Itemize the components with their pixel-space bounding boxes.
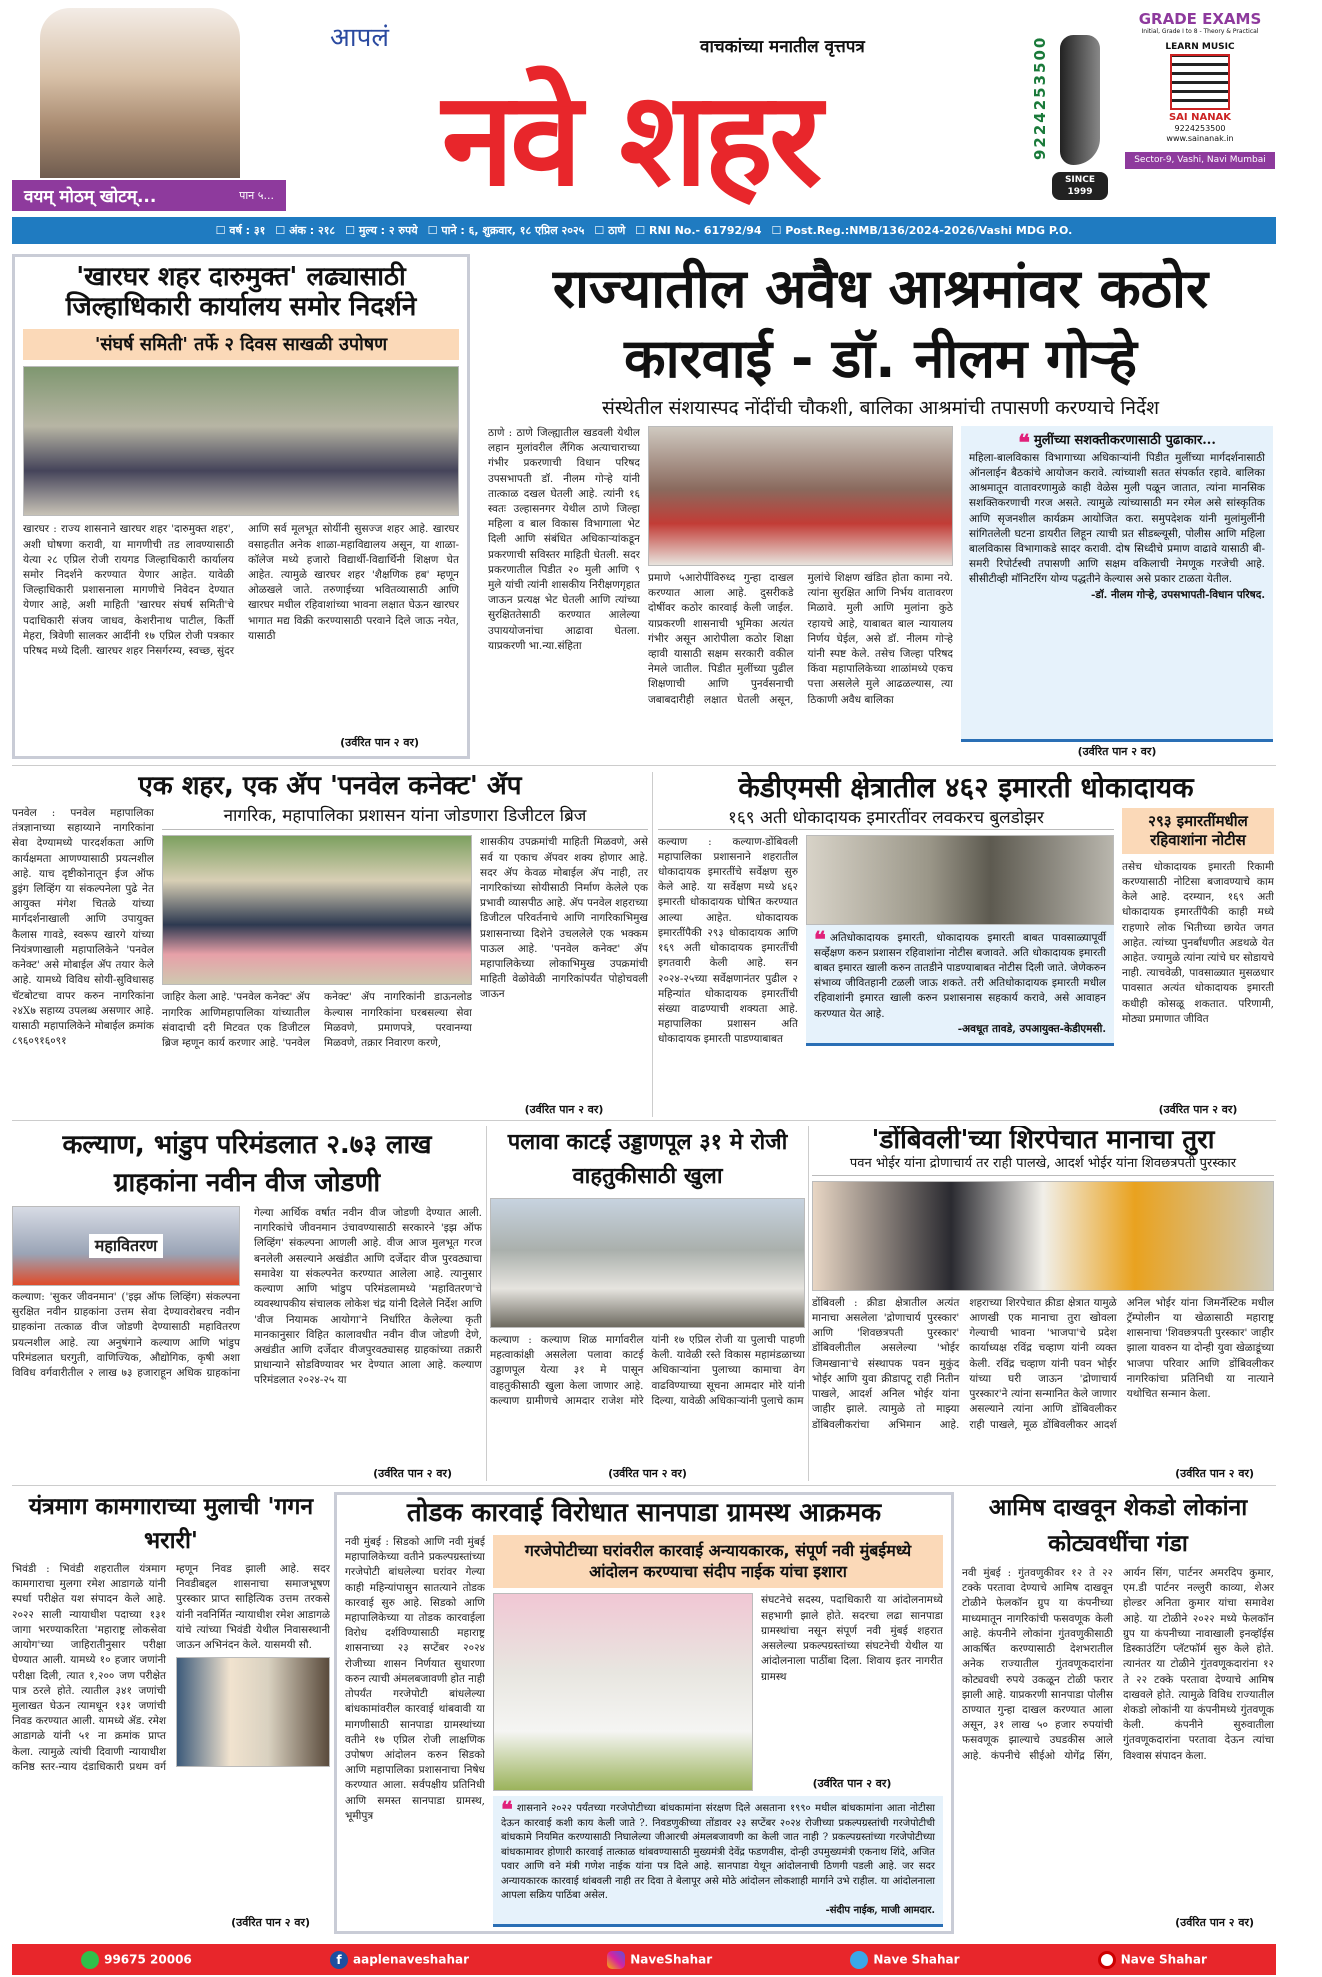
logo-prefix: आपलं: [330, 23, 389, 53]
story-investment-fraud: [962, 1490, 1274, 1930]
info-city: ☐ ठाणे: [594, 224, 626, 237]
ad-grade: GRADE EXAMS: [1138, 10, 1262, 28]
info-pages-date: ☐ पाने : ६, शुक्रवार, १८ एप्रिल २०२५: [427, 224, 585, 237]
story-body-container: [12, 1562, 330, 1913]
continued-link[interactable]: (उर्वरित पान २ वर): [524, 1103, 604, 1116]
award-felicitation-photo: [812, 1181, 1274, 1291]
social-footer: [12, 1944, 1276, 1975]
story-body: खारघर : राज्य शासनाने खारघर शहर 'दारुमुक्त शहर', अशी घोषणा करावी, या मागणीची तड लावण्यासाठी येत्या २८ एप्रिल रोजी रायगड जिल्हाधिकारी कार्यालय समोर निदर्शने करण्यात येणार आहेत. यावेळी जिल्हाधिकारी प्रशासनाला मागणीचे निवेदन देण्यात येणार आहे, अशी माहिती 'खारघर संघर्ष समिती'चे पदाधिकारी संजय जाधव, केशरीनाथ पाटील, किर्ती मेहरा, त्रिवेणी सालकर आदींनी १७ एप्रिल रोजी पत्रकार परिषद मध्ये दिली. खारघर शहर निसर्गरम्य, स्वच्छ, सुंदर आणि सर्व मूलभूत सोयींनी सुसज्ज शहर आहे. खारघर वसाहतीत अनेक शाळा-महाविद्यालय असून, या शाळा-कॉलेज मध्ये हजारो विद्यार्थी-विद्यार्थिनी शिक्षण घेत आहेत. त्यामुळे खारघर शहर 'शैक्षणिक हब' म्हणून ओळखले जाते. तरुणाईच्या भवितव्यासाठी आणि खारघर मधील रहिवाशांच्या भावना लक्षात घेऊन खारघर भागात मद्य विक्री करण्यासाठी परवाने दिले जाऊ नयेत, यासाठी: [23, 523, 459, 658]
continued-link[interactable]: (उर्वरित पान २ वर): [231, 1916, 310, 1929]
continued-link[interactable]: (उर्वरित पान २ वर): [1175, 1916, 1254, 1929]
panvel-connect-photo: [162, 835, 472, 985]
divider: [808, 1126, 809, 1481]
continued-link[interactable]: (उर्वरित पान २ वर): [1175, 1467, 1254, 1480]
headline[interactable]: 'डोंबिवली'च्या शिरपेचात मानाचा तुरा: [871, 1126, 1215, 1155]
story-body: भिवंडी : भिवंडी शहरातील यंत्रमाग कामगाराचा मुलगा रमेश आडागळे यांनी स्पर्धा परीक्षेत यश संपादन केले आहे. २०२२ साली न्यायाधीश पदाच्या १३१ जागा भरण्याकरिता 'महाराष्ट्र लोकसेवा आयोग'च्या जाहिरातीनुसार परीक्षा घेण्यात आली. यामध्ये १० हजार जणांनी परीक्षा दिली, त्यात १,२०० जण परीक्षेत पात्र ठरले होते. त्यातील ३४१ जणांची मुलाखत घेऊन त्यामधून १३१ जणांची निवड करण्यात आली. यामध्ये ॲड. रमेश आडागळे यांनी ५१ ना क्रमांक प्राप्त केला. त्यामुळे त्यांची दिवाणी न्यायाधीश कनिष्ठ स्तर-न्याय दंडाधिकारी प्रथम वर्ग म्हणून निवड झाली आहे. सदर निवडीबद्दल शासनाचा समाजभूषण पुरस्कार प्राप्त साहित्यिक उत्तम तरकसे यांनी नवनिर्मित न्यायाधीश रमेश आडागळे यांचे त्यांच्या भिवंडी येथील निवासस्थानी जाऊन अभिनंदन केले. यासमयी सौ.: [12, 1563, 330, 1773]
info-bar: [12, 217, 1276, 244]
story-body-left: ठाणे : ठाणे जिल्ह्यातील खडवली येथील लहान मुलांवरील लैंगिक अत्याचाराच्या गंभीर प्रकरणाची विधान परिषद उपसभापती डॉ. नीलम गोऱ्हे यांनी तात्काळ दखल घेतली आहे. त्यांनी १६ स्वतः उल्हासनगर येथील ठाणे जिल्हा महिला व बाल विकास विभागाला भेट दिली आणि संबंधित अधिकाऱ्यांकडून प्रकरणाची सविस्तर माहिती घेतली. सदर प्रकरणातील पिडीत २० मुली आणि ९ मुले यांची त्यांनी शासकीय निरीक्षणगृहात जाऊन प्रत्यक्ष भेट घेतली आणि त्यांच्या सुरक्षिततेसाठी करण्यात आलेल्या उपाययोजनांचा आढावा घेतला. याप्रकरणी भा.न्या.संहिता: [488, 426, 640, 652]
story-body: कल्याण: 'सुकर जीवनमान' ('इझ ऑफ लिव्हिंग) संकल्पना सुरक्षित नवीन ग्राहकांना उत्तम सेवा देण्यावरोबरच नवीन ग्राहकांना तत्काळ वीज जोडणी देण्यासाठी महावितरण प्रयत्नशील आहे. त्या अनुषंगाने कल्याण आणि भांडुप परिमंडलात घरगुती, वाणिज्यिक, औद्योगिक, कृषी अशा विविध वर्गवारीतील २ लाख ७३ हजाराहून अधिक ग्राहकांना गेल्या आर्थिक वर्षात नवीन वीज जोडणी देण्यात आली. नागरिकांचे जीवनमान उंचावण्यासाठी सरकारने 'इझ ऑफ लिव्हिंग' संकल्पना आणली आहे. वीज आज मुलभूत गरज बनलेली असल्याने अखंडीत आणि दर्जेदार वीज पुरवठ्याचा समावेश या संकल्पनेत करण्यात आलेला आहे. त्यानुसार कल्याण आणि भांडुप परिमंडलामध्ये 'महावितरण'चे व्यवस्थापकीय संचालक लोकेश चंद्र यांनी दिलेले निर्देश आणि 'वीज नियामक आयोगा'ने निर्धारित केलेल्या कृती मानकानुसार विहित कालावधीत नवीन वीज जोडणी देणे, अखंडीत आणि दर्जेदार वीजपुरवठ्यासह ग्राहकांच्या तक्रारी प्राधान्याने सोडविण्यावर भर देण्यात आला आहे. कल्याण परिमंडलात २०२४-२५ या: [12, 1207, 482, 1387]
quote-icon: ❝: [814, 926, 826, 953]
story-body: कल्याण : कल्याण शिळ मार्गावरील महत्वाकांक्षी असलेला पलावा काटई उड्डाणपूल येत्या ३१ मे पासून वाहतुकीसाठी खुला केला जाणार आहे. कल्याण ग्रामीणचे आमदार राजेश मोरे यांनी १७ एप्रिल रोजी या पुलाची पाहणी केली. यावेळी रस्ते विकास महामंडळाच्या अधिकाऱ्यांना पुलाच्या कामाचा वेग वाढविण्याच्या सूचना आमदार मोरे यांनी दिल्या, यावेळी अधिकाऱ्यांनी पुलाचे काम: [490, 1334, 805, 1407]
story-yantramag: [12, 1490, 330, 1930]
subhead: 'संघर्ष समिती' तर्फे २ दिवस साखळी उपोषण: [23, 329, 459, 361]
ad-web: www.sainanak.in: [1166, 134, 1234, 143]
subhead: नागरिक, महापालिका प्रशासन यांना जोडणारा डिजीटल ब्रिज: [162, 806, 648, 830]
quote-signature: -डॉ. नीलम गोऱ्हे, उपसभापती-विधान परिषद.: [1090, 588, 1265, 601]
mahavitaran-logo: महावितरण: [89, 1234, 163, 1258]
instagram-icon: [607, 1951, 625, 1969]
headline[interactable]: कल्याण, भांडुप परिमंडलात २.७३ लाख ग्राहकांना नवीन वीज जोडणी: [62, 1130, 432, 1198]
headline[interactable]: राज्यातील अवैध आश्रमांवर कठोर कारवाई - डॉ. नीलम गोऱ्हे: [552, 257, 1209, 390]
quote-title: ❝ मुलींच्या सशक्तीकरणासाठी पुढाकार...: [1018, 429, 1216, 456]
story-body-mid: जाहिर केला आहे. 'पनवेल कनेक्ट' ॲप नागरिक आणिमहापालिका यांच्यातील संवादाची दरी मिटवत एक डिजीटल ब्रिज म्हणून कार्य करणार आहे. 'पनवेल कनेक्ट' ॲप नागरिकांनी डाऊनलोड केल्यास नागरिकांना घरबसल्या सेवा मिळवणे, प्रमाणपत्रे, परवानग्या मिळवणे, तक्रार निवारण करणे,: [162, 991, 472, 1049]
subhead: पवन भोईर यांना द्रोणाचार्य तर राही पालखे, आदर्श भोईर यांना शिवछत्रपती पुरस्कार: [812, 1156, 1274, 1176]
headline[interactable]: तोडक कारवाई विरोधात सानपाडा ग्रामस्थ आक्रमक: [406, 1498, 882, 1528]
story-lead: [488, 254, 1273, 759]
divider: [12, 1485, 1276, 1486]
headline[interactable]: आमिष दाखवून शेकडो लोकांना कोट्यवधींचा गंडा: [988, 1495, 1248, 1557]
story-kharghar: [12, 254, 470, 759]
flyover-inspection-photo: [490, 1198, 805, 1328]
ad-whatsapp: 9224253500: [1174, 124, 1226, 133]
promo-text: वयम् मोठम् खोटम्...: [24, 187, 157, 207]
subhead: १६९ अती धोकादायक इमारतींवर लवकरच बुलडोझर: [658, 808, 1114, 829]
mahavitaran-tower-photo: [12, 1206, 240, 1286]
story-body-left: नवी मुंबई : सिडको आणि नवी मुंबई महापालिकेच्या वतीने प्रकल्पग्रस्तांच्या गरजेपोटी बांधलेल्या घरांवर गेल्या काही महिन्यांपासुन सातत्याने तोडक कारवाई सुरु आहे. सिडको आणि महापालिकेच्या या तोडक कारवाईला विरोध दर्शविण्यासाठी महाराष्ट्र शासनाच्या २३ सप्टेंबर २०२४ रोजीच्या शासन निर्णयात सुधारणा करुन त्याची अंमलबजावणी होत नाही तोपर्यंत गरजेपोटी बांधलेल्या बांधकामांवरील कारवाई थांबवावी या मागणीसाठी सानपाडा ग्रामस्थांच्या वतीने १७ एप्रिल रोजी लाक्षणिक उपोषण आंदोलन करुन सिडको आणि महापालिका प्रशासनाचा निषेध करण्यात आला. सर्वपक्षीय प्रतिनिधी आणि समस्त सानपाडा ग्रामस्थ, भूमीपुत्र: [345, 1535, 485, 1822]
ad-location: Sector-9, Vashi, Navi Mumbai: [1125, 152, 1275, 169]
story-body: डोंबिवली : क्रीडा क्षेत्रातील अत्यंत मानाचा असलेला 'द्रोणाचार्य पुरस्कार' आणि 'शिवछत्रपती पुरस्कार' डोंबिवलीतील असलेल्या 'भोईर जिमखाना'चे संस्थापक पवन मुकुंद भोईर आणि युवा क्रीडापटू राही नितीन पाखले, आदर्श अनिल भोईर यांना जाहीर झाले. त्यामुळे तो माझ्या डोंबिवलीकरांचा अभिमान आहे. शहराच्या शिरपेचात क्रीडा क्षेत्रात यामुळे आणखी एक मानाचा तुरा खोवला गेल्याची भावना 'भाजपा'चे प्रदेश कार्याध्यक्ष रविंद्र चव्हाण यांनी व्यक्त केली. रविंद्र चव्हाण यांनी पवन भोईर यांच्या घरी जाऊन 'द्रोणाचार्य पुरस्कार'ने त्यांना सन्मानित केले जाणार असल्याने त्यांना आणि डोंबिवलीकर राही पाखले, मूळ डोंबिवलीकर आदर्श अनिल भोईर यांना जिमनॅस्टिक मधील ट्रॅम्पोलीन या खेळासाठी महाराष्ट्र शासनाचा 'शिवछत्रपती पुरस्कार' जाहीर झाला यावरुन या दोन्ही युवा खेळाडूंच्या भाजपा परिवार आणि डोंबिवलीकर नागरिकांचा प्रतिनिधी या नात्याने यथोचित सन्मान केला.: [812, 1296, 1274, 1431]
ad-phone: 9224253500: [1031, 35, 1049, 160]
story-sanpada: [334, 1492, 954, 1934]
continued-link[interactable]: (उर्वरित पान २ वर): [608, 1467, 687, 1480]
piano-graphic: [1170, 54, 1230, 110]
story-body-left: पनवेल : पनवेल महापालिका तंत्रज्ञानाच्या सहाय्याने नागरिकांना सेवा देण्यामध्ये पारदर्शकता आणि कार्यक्षमता आणण्यासाठी प्रयत्नशील आहे. याच दृष्टीकोनातून ईज ऑफ डुइंग लिव्हिंग या संकल्पनेला पुढे नेत आयुक्त मंगेश चितळे यांच्या मार्गदर्शनाखाली आणि उपायुक्त कैलास गावडे, स्वरूप खारगे यांच्या नियंत्रणाखाली महापालिकेने 'पनवेल कनेक्ट' असे मोबाईल ॲप तयार केले आहे. यामध्ये विविध सोयी-सुविधासह चॅटबोटचा वापर करुन नागरिकांना २४X७ सहाय्य उपलब्ध असणार आहे. यासाठी महापालिकेने मोबाईल क्रमांक ८९६०९१६०९१: [12, 806, 154, 1048]
ad-learn: LEARN MUSIC: [1165, 42, 1235, 52]
footer-twitter[interactable]: Nave Shahar: [850, 1951, 959, 1969]
info-price: ☐ मुल्य : २ रुपये: [345, 224, 418, 237]
dilapidated-building-photo: [806, 835, 1114, 925]
story-body-right: प्रमाणे ५आरोपींविरुध्द गुन्हा दाखल करण्यात आला आहे. दुसरीकडे दोषींवर कठोर कारवाई केली जाईल. याप्रकरणी शासनाची भूमिका अत्यंत गंभीर असून आरोपीला कठोर शिक्षा व्हावी यासाठी सक्षम सरकारी वकील नेमले जातील. पिडीत मुलींच्या पुढील शिक्षणाची आणि पुनर्वसनाची जबाबदारीही लक्षात घेतली असून, मुलांचे शिक्षण खंडित होता कामा नये. त्यांना सुरक्षित आणि निर्भय वातावरण मिळावे. मुली आणि मुलांना कुठे रहायचे आहे, याबाबत बाल न्यायालय निर्णय घेईल, असे डॉ. नीलम गोऱ्हे यांनी स्पष्ट केले. तसेच जिल्हा परिषद किंवा महापालिकेच्या शाळांमध्ये एकच पत्ता असलेले मुले आढळल्यास, त्या ठिकाणी अवैध बालिका: [648, 571, 953, 706]
continued-link[interactable]: (उर्वरित पान २ वर): [1158, 1103, 1238, 1116]
hunger-strike-photo: [493, 1593, 753, 1791]
promo-banner[interactable]: [12, 180, 286, 211]
ad-since: SINCE 1999: [1052, 172, 1108, 200]
footer-whatsapp[interactable]: 99675 20006: [81, 1951, 192, 1969]
protest-photo: [23, 366, 459, 516]
story-body-right: संघटनेचे सदस्य, पदाधिकारी या आंदोलनामध्ये सहभागी झाले होते. सदरचा लढा सानपाडा ग्रामस्थांचा नसून संपूर्ण नवी मुंबई शहरात असलेल्या प्रकल्पग्रस्तांच्या संघटनेची येथील या आंदोलनाला पाठींबा दिला. शिवाय इतर नागरीत ग्रामस्थ: [761, 1594, 943, 1683]
info-rni: ☐ RNI No.- 61792/94: [635, 224, 762, 237]
tagline: वाचकांच्या मनातील वृत्तपत्र: [700, 37, 865, 57]
story-body-right: तसेच धोकादायक इमारती रिकामी करण्यासाठी नोटिसा बजावण्याचे काम केले आहे. दरम्यान, १६९ अती धोकादायक इमारतींपैकी काही मध्ये राहणारे लोक भितीच्या छायेत जगत आहेत. त्यांच्या पुनर्बांधणीत अडथळे येत आहेत. ज्यामुळे त्यांना त्यांचे घर सोडायचे नाही. त्याचवेळी, पावसाळ्यात मुसळधार पावसात अत्यंत धोकादायक इमारती कधीही कोसळू शकतात. परिणामी, मोठ्या प्रमाणात जीवित: [1122, 860, 1274, 1025]
facebook-icon: f: [330, 1951, 348, 1969]
quote-signature: -अवधूत तावडे, उपआयुक्त-केडीएमसी.: [957, 1022, 1106, 1035]
masthead: [0, 0, 1322, 215]
ad-grade-sub: Initial, Grade I to 8 - Theory & Practical: [1141, 28, 1259, 35]
judge-felicitation-photo: [176, 1657, 330, 1767]
continued-link[interactable]: (उर्वरित पान २ वर): [1077, 745, 1157, 758]
story-body-container: [12, 1206, 482, 1464]
headline[interactable]: 'खारघर शहर दारुमुक्त' लढ्यासाठी जिल्हाधिकारी कार्यालय समोर निदर्शने: [65, 262, 417, 322]
continued-link[interactable]: (उर्वरित पान २ वर): [373, 1467, 452, 1480]
story-panvel: [12, 772, 648, 1117]
continued-link[interactable]: (उर्वरित पान २ वर): [812, 1777, 892, 1790]
music-school-ad[interactable]: [1125, 10, 1275, 210]
music-note-icon: [1060, 35, 1100, 165]
footer-youtube[interactable]: Nave Shahar: [1098, 1951, 1207, 1969]
info-issue: ☐ अंक : २१८: [275, 224, 336, 237]
quote-box: [493, 1796, 943, 1927]
footer-facebook[interactable]: f aaplenaveshahar: [330, 1951, 469, 1969]
quote-text: महिला-बालविकास विभागाच्या अधिकाऱ्यांनी पिडीत मुलींच्या मार्गदर्शनासाठी ऑनलाईन बैठकांचे आयोजन करावे. त्यांच्याशी सतत संपर्कात रहावे. बालिका आश्रमातून वातावरणामुळे काही वेळेस मुली पळून जातात, त्यांना मानसिक सशक्तिकरणाची गरज असते. त्यामुळे त्यांच्यासाठी मन रमेल असे सांस्कृतिक आणि सृजनशील कार्यक्रम आयोजित करा. समुपदेशक यांनी मुलांमुलींनी सांगितलेली घटना डायरीत लिहून त्याची प्रत सीडब्ल्यूसी, पोलीस आणि महिला बालविकास विभागाकडे सादर करावी. दोष सिध्दीचे प्रमाण वाढावे यासाठी बी-समरी रिपोर्टस्ची तपासणी आणि सक्षम वकिलाची नेमणूक गरजेची आहे. सीसीटीव्ही मॉनिटरिंग योग्य पद्धतीने केल्यास असे प्रकार टाळता येतील.: [969, 451, 1265, 586]
whatsapp-icon: [81, 1951, 99, 1969]
headline[interactable]: केडीएमसी क्षेत्रातील ४६२ इमारती धोकादायक: [738, 772, 1194, 804]
story-palava-flyover: [490, 1126, 805, 1481]
divider: [652, 772, 653, 1117]
quote-box: [806, 925, 1114, 1047]
quote-text: अतिधोकादायक इमारती, धोकादायक इमारती बाबत पावसाळ्यापूर्वी सर्व्हेक्षण करुन प्रशासन रहिवाशांना नोटीस बजावते. अति धोकादायक इमारती बाबत इमारत खाली करुन तातडीने पाडण्याबाबत नोटीस दिली जाते. जेणेकरुन संभाव्य जीवितहानी टळली जाऊ शकते. तरी अतिधोकादायक इमारती मधील रहिवाशांनी इमारत खाली करुन प्रशासनास सहकार्य करावे, असे आवाहन करण्यात येत आहे.: [814, 931, 1106, 1020]
story-dombivli-awards: [812, 1126, 1274, 1481]
headline[interactable]: पलावा काटई उड्डाणपूल ३१ मे रोजी वाहतुकीसाठी खुला: [507, 1130, 788, 1189]
headline[interactable]: एक शहर, एक ॲप 'पनवेल कनेक्ट' ॲप: [138, 772, 522, 801]
continued-link[interactable]: (उर्वरित पान २ वर): [340, 736, 419, 749]
quote-text: शासनाने २०२२ पर्यंतच्या गरजेपोटीच्या बांधकामांना संरक्षण दिले असताना १९९० मधील बांधकामांना आता नोटीसा देऊन कारवाई कशी काय केली जाते ?. निवडणुकीच्या तोंडावर २३ सप्टेंबर २०२४ रोजीच्या प्रकल्पग्रस्तांची गरजेपोटीची बांधकामे नियमित करण्यासाठी निघालेल्या जीआरची अंमलबजावणी का केली जात नाही ? प्रकल्पग्रस्तांच्या गरजेपोटीच्या बांधकामावर होणारी कारवाई तात्काळ थांबवण्यासाठी मुख्यमंत्री देवेंद्र फडणवीस, दोन्ही उपमुख्यमंत्री एकनाथ शिंदे, अजित पवार आणि वने मंत्री गणेश नाईक यांना पत्र दिले आहे. सानपाडा येथून आंदोलनाची ठिणगी पडली आहे. जर सदर अन्यायकारक कारवाई थांबवली नाही तर दिवा ते बेलापूर असे मोठे आंदोलन लोकशाही मार्गाने उभे राहील. या आंदोलनाला आपला सक्रिय पाठिंबा असेल.: [501, 1803, 935, 1901]
info-year: ☐ वर्ष : ३१: [215, 224, 266, 237]
subhead: गरजेपोटीच्या घरांवरील कारवाई अन्यायकारक, संपूर्ण नवी मुंबईमध्ये आंदोलन करण्याचा संदीप नाईक यांचा इशारा: [493, 1535, 943, 1589]
info-postreg: ☐ Post.Reg.:NMB/136/2024-2026/Vashi MDG P.O.: [771, 224, 1073, 237]
divider: [12, 1120, 1276, 1121]
youtube-icon: [1098, 1951, 1116, 1969]
story-kalyan-electricity: [12, 1126, 482, 1481]
twitter-icon: [850, 1951, 868, 1969]
press-conference-photo: [648, 426, 953, 566]
divider: [486, 1126, 487, 1481]
newspaper-logo: नवे शहर: [441, 64, 819, 214]
story-body-right: शासकीय उपक्रमांची माहिती मिळवणे, असे सर्व या एकाच ॲपवर शक्य होणार आहे. सदर ॲप केवळ मोबाईल ॲप नाही, तर नागरिकांच्या सोयीसाठी निर्माण केलेले एक प्रभावी व्यासपीठ आहे. ॲप पनवेल शहराच्या डिजीटल परिवर्तनाचे आणि नागरिकाभिमुख प्रशासनाच्या दिशेने उचललेले एक भक्कम पाऊल आहे. 'पनवेल कनेक्ट' ॲप महापालिकेच्या लोकाभिमुख उपक्रमांची माहिती वेळोवेळी नागरिकांपर्यंत पोहोचवली जाऊन: [480, 836, 648, 1001]
quote-box: [961, 426, 1273, 742]
promo-page: पान ५...: [239, 189, 274, 202]
quote-icon: ❝: [501, 1797, 513, 1823]
quote-icon: ❝: [1018, 429, 1030, 456]
story-kdmc: [658, 772, 1274, 1117]
quote-signature: -संदीप नाईक, माजी आमदार.: [825, 1904, 935, 1916]
elderly-group-photo: [40, 8, 240, 178]
story-body-left: कल्याण : कल्याण-डोंबिवली महापालिका प्रशासनाने शहरातील धोकादायक इमारतींचे सर्वेक्षण सुरु केले आहे. या सर्वेक्षण मध्ये ४६२ इमारती धोकादायक घोषित करण्यात आल्या आहेत. धोकादायक इमारतींपैकी २९३ धोकादायक आणि १६९ अती धोकादायक इमारतींची इगतवारी केली आहे. सन २०२४-२५च्या सर्वेक्षणानंतर पुढील २ महिन्यांत धोकादायक इमारतींची संख्या वाढण्याची शक्यता आहे. महापालिका प्रशासन अति धोकादायक इमारती पाडण्याबाबत: [658, 835, 798, 1046]
story-body: नवी मुंबई : गुंतवणुकीवर १२ ते २२ टक्के परतावा देण्याचे आमिष दाखवून टोळीने फेलकॉन ग्रुप या कंपनीच्या माध्यमातून नागरिकांची फसवणूक केली आहे. कंपनीने लोकांना गुंतवणुकीसाठी आकर्षित करण्यासाठी देशभरातील अनेक राज्यातील गुंतवणूकदारांना कोट्यवधी रुपये उकळून टोळी फरार झाली आहे. याप्रकरणी सानपाडा पोलीस ठाण्यात गुन्हा दाखल करण्यात आला असून, ३१ लाख ५० हजार रुपयांची फसवणूक झाल्याचे उघडकीस आले आहे. कंपनीचे सीईओ योगेंद्र सिंग, आर्यन सिंग, पार्टनर अमरदिप कुमार, एम.डी पार्टनर नल्लुरी काव्या, शेअर होल्डर अनिता कुमार यांचा समावेश आहे. या टोळीने २०२२ मध्ये फेलकॉन ग्रुप या कंपनीच्या नावाखाली इनव्हॉईस डिस्काउंटिंग प्लॅटफॉर्म सुरु केले होते. त्यानंतर या टोळीने गुंतवणूकदारांना १२ ते २२ टक्के परतावा देण्याचे आमिष दाखवले होते. त्यामुळे विविध राज्यातील शेकडो लोकांनी या कंपनीमध्ये गुंतवणूक केली. कंपनीने सुरुवातीला गुंतवणूकदारांना परतावा देऊन त्यांचा विश्वास संपादन केला.: [962, 1567, 1274, 1762]
subhead: संस्थेतील संशयास्पद नोंदींची चौकशी, बालिका आश्रमांची तपासणी करण्याचे निर्देश: [602, 397, 1159, 419]
notice-box: २९३ इमारतींमधील रहिवाशांना नोटीस: [1122, 808, 1274, 854]
divider: [12, 765, 1276, 766]
footer-instagram[interactable]: NaveShahar: [607, 1951, 712, 1969]
ad-brand: SAI NANAK: [1168, 112, 1232, 123]
headline[interactable]: यंत्रमाग कामगाराच्या मुलाची 'गगन भरारी': [28, 1494, 314, 1554]
